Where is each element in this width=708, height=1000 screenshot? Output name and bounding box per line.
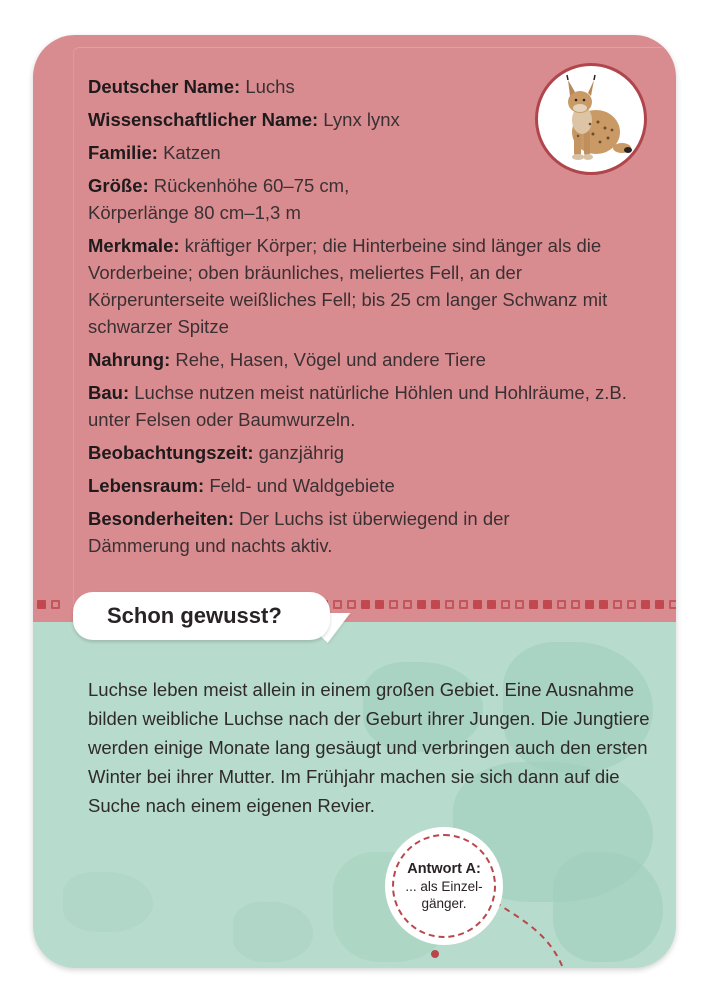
- fact-value: Katzen: [163, 142, 221, 163]
- answer-line-2: gänger.: [421, 895, 467, 911]
- fact-habitat: [88, 472, 648, 499]
- colon: :: [247, 442, 254, 463]
- fact-value: ganzjährig: [258, 442, 345, 463]
- did-you-know-text: Luchse leben meist allein in einem großen Gebiet. Eine Ausnahme bilden weibliche Luchse nach der Geburt ihrer Jungen. Die Jungtiere werden einige Monate lang gesäugt und verbringen auch den ersten Winter bei ihrer Mutter. Im Frühjahr machen sie sich dann auf die Suche nach einem eigenen Revier.: [88, 679, 650, 816]
- animal-card: [33, 35, 676, 968]
- answer-line-1: ... als Einzel-: [405, 878, 483, 894]
- answer-label: Antwort A:: [407, 860, 481, 877]
- fact-value: Rückenhöhe 60–75 cm, Körperlänge 80 cm–1,3 m: [88, 175, 350, 223]
- colon: :: [142, 175, 149, 196]
- colon: :: [311, 109, 319, 130]
- fact-key: Familie: [88, 142, 152, 163]
- fact-key: Besonderheiten: [88, 508, 228, 529]
- fact-value: kräftiger Körper; die Hinterbeine sind länger als die Vorderbeine; oben bräunliches, meliertes Fell, an der Körperunterseite weißliches Fell; bis 25 cm langer Schwanz mit schwarzer Spitze: [88, 235, 608, 337]
- fact-key: Merkmale: [88, 235, 174, 256]
- fact-key: Lebensraum: [88, 475, 199, 496]
- colon: :: [164, 349, 171, 370]
- facts-panel: [33, 35, 676, 622]
- fact-size: [88, 172, 378, 226]
- answer-badge: [385, 827, 503, 945]
- fact-key: Beobachtungszeit: [88, 442, 248, 463]
- colon: :: [173, 235, 180, 256]
- colon: :: [198, 475, 205, 496]
- fact-value: Der Luchs ist überwiegend in der Dämmerung und nachts aktiv.: [88, 508, 510, 556]
- fact-specialties: [88, 505, 558, 559]
- fact-food: [88, 346, 648, 373]
- fact-value: Rehe, Hasen, Vögel und andere Tiere: [175, 349, 486, 370]
- colon: :: [122, 382, 130, 403]
- fact-key: Bau: [88, 382, 123, 403]
- fact-key: Nahrung: [88, 349, 165, 370]
- fact-value: Lynx lynx: [323, 109, 400, 130]
- fact-key: Größe: [88, 175, 143, 196]
- lynx-illustration-icon: [538, 66, 644, 172]
- fact-value: Feld- und Waldgebiete: [209, 475, 395, 496]
- fact-key: Wissenschaftlicher Name: [88, 109, 312, 130]
- speech-bubble: [73, 592, 330, 640]
- colon: :: [151, 142, 158, 163]
- fact-key: Deutscher Name: [88, 76, 235, 97]
- lynx-portrait: [535, 63, 647, 175]
- fact-features: [88, 232, 618, 340]
- fact-observation-time: [88, 439, 648, 466]
- fact-value: Luchs: [245, 76, 295, 97]
- fact-den: [88, 379, 643, 433]
- fact-value: Luchse nutzen meist natürliche Höhlen und Hohlräume, z.B. unter Felsen oder Baumwurzeln.: [88, 382, 627, 430]
- did-you-know-title: Schon gewusst?: [107, 603, 282, 628]
- colon: :: [234, 76, 241, 97]
- answer-dot: [431, 950, 439, 958]
- colon: :: [227, 508, 234, 529]
